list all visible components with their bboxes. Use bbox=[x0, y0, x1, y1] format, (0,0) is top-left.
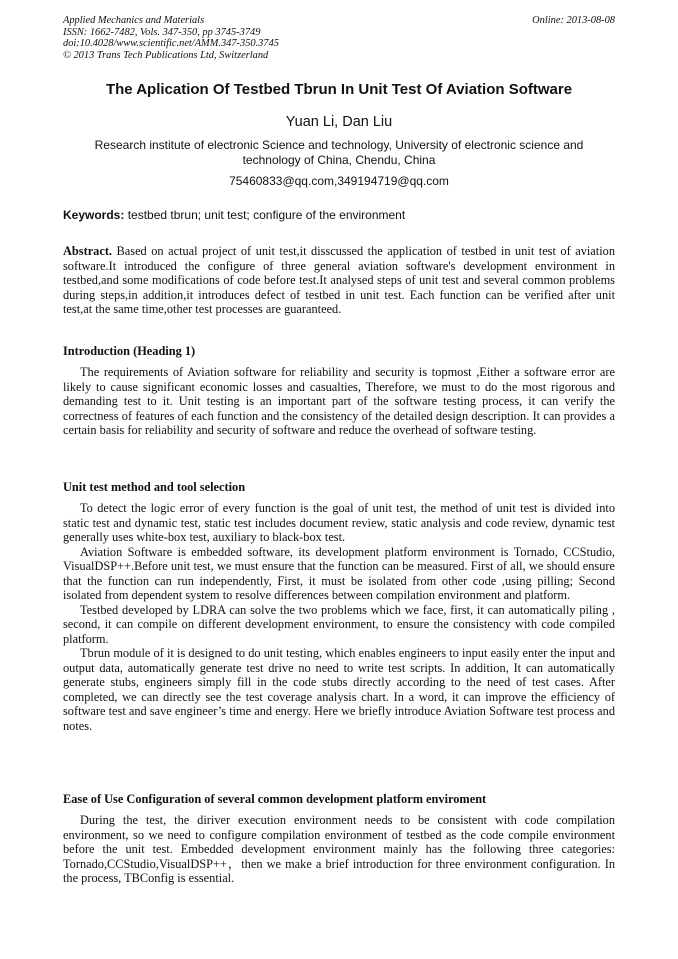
keywords-text: testbed tbrun; unit test; configure of the environment bbox=[124, 208, 406, 222]
keywords-label: Keywords: bbox=[63, 208, 125, 222]
paragraph: Tbrun module of it is designed to do unit testing, which enables engineers to input easily enter the input and output data, automatically generate test drive no need to write test scripts. In addition, It can automatically generate stubs, engineers simply fill in the code stubs directly according to the need of test cases. After completed, we can directly see the test coverage analysis chart. In a word, it can improve the efficiency of software test and save engineer’s time and energy. Here we briefly introduce Aviation Software test process and notes. bbox=[63, 646, 615, 733]
section-heading-configuration: Ease of Use Configuration of several common development platform enviroment bbox=[63, 792, 487, 806]
journal-header bbox=[63, 15, 615, 61]
paper-title: The Aplication Of Testbed Tbrun In Unit Test Of Aviation Software bbox=[105, 81, 573, 98]
paragraph: To detect the logic error of every function is the goal of unit test, the method of unit test is divided into static test and dynamic test, static test includes document review, static analysis and code review, dynamic test generally uses white-box test, auxiliary to black-box test. bbox=[63, 501, 615, 544]
issn-line: ISSN: 1662-7482, Vols. 347-350, pp 3745-3749 bbox=[63, 26, 261, 38]
paper-affiliation: Research institute of electronic Science and technology, University of electronic science and technology of China, Chendu, China bbox=[94, 138, 584, 167]
paragraph: During the test, the diriver execution environment needs to be consistent with code compilation environment, so we need to configure compilation environment of testbed as the code compile environment before the unit test. Embedded development environment mainly has the following three categories: Tornado,CCStudio,VisualDSP++，then we make a brief introduction for three environment configuration. In the process, TBConfig is essential. bbox=[63, 813, 615, 885]
online-date: Online: 2013-08-08 bbox=[532, 15, 615, 26]
section-body-unit-test-method bbox=[63, 501, 615, 733]
abstract-label: Abstract. bbox=[63, 244, 113, 258]
section-body-configuration bbox=[63, 813, 615, 886]
copyright-line: © 2013 Trans Tech Publications Ltd, Switzerland bbox=[63, 49, 269, 61]
abstract bbox=[63, 244, 615, 317]
author-emails: 75460833@qq.com,349194719@qq.com bbox=[229, 174, 449, 188]
paragraph: Testbed developed by LDRA can solve the two problems which we face, first, it can automatically piling , second, it can compile on different development environment, to ensure the consistency with code compiled platform. bbox=[63, 602, 615, 646]
paragraph: The requirements of Aviation software for reliability and security is topmost ,Either a software error are likely to cause significant economic losses and casualties, Therefore, we must to do the most rigorous and demanding test to it. Unit testing is an important part of the software testing process, it can verify the correctness of features of each function and the consistency of the detailed design description. It can provides a certain basis for reliability and security of software and reduce the overhead of software testing. bbox=[63, 365, 615, 437]
paragraph: Aviation Software is embedded software, its development platform environment is Tornado, CCStudio, VisualDSP++.Before unit test, we must ensure that the function can be measured. First of all, we should ensure that the function can run independently, First, it must be isolated from other code ,using pilling; Second isolated from dependent system to resolve differences between compilation environment and platform. bbox=[63, 544, 615, 602]
section-heading-introduction: Introduction (Heading 1) bbox=[63, 344, 196, 358]
paper-authors: Yuan Li, Dan Liu bbox=[285, 114, 393, 130]
keywords bbox=[63, 208, 623, 222]
abstract-text: Based on actual project of unit test,it disscussed the application of testbed in unit test of aviation software.It introduced the configure of three general aviation software's development environment in testbed,and some modifications of code before test.It analysed steps of unit test and several common problems during steps,in addition,it introduces defect of testbed in unit test. Each function can be verified after unit test,at the same time,other test processes are guaranteed. bbox=[63, 244, 615, 316]
section-body-introduction bbox=[63, 365, 615, 438]
doi-line: doi:10.4028/www.scientific.net/AMM.347-350.3745 bbox=[63, 38, 279, 50]
journal-name: Applied Mechanics and Materials bbox=[63, 15, 205, 26]
section-heading-unit-test-method: Unit test method and tool selection bbox=[63, 480, 246, 494]
